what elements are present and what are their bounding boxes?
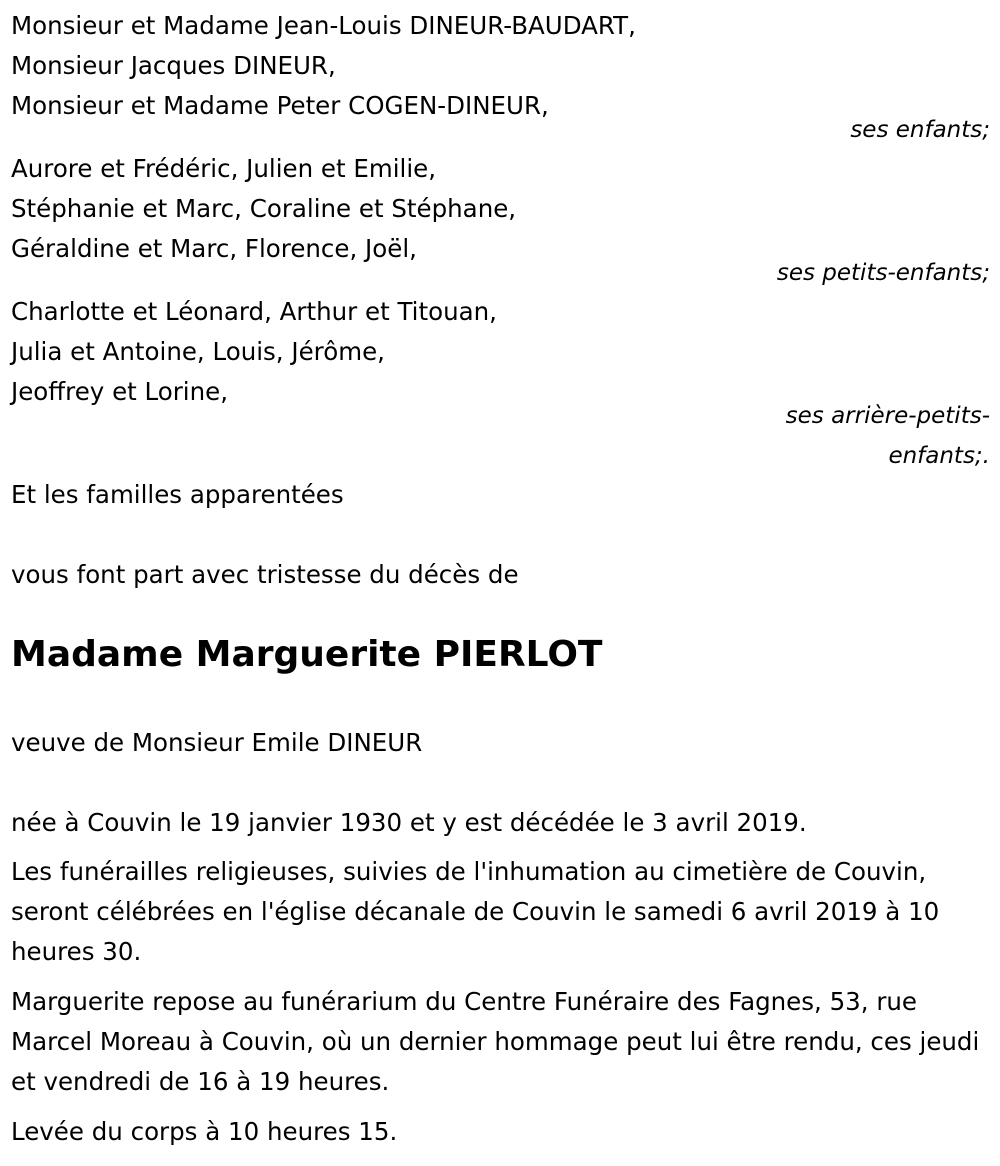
announcement-text: vous font part avec tristesse du décès de [11, 560, 519, 589]
children-role: ses enfants; [850, 117, 990, 143]
widow-of: veuve de Monsieur Emile DINEUR [11, 728, 423, 757]
funeral-paragraph: Les funérailles religieuses, suivies de l'inhumation au cimetière de Couvin, seront célébrées en l'église décanale de Couvin le samedi 6 avril 2019 à 10 heures 30. [11, 857, 940, 966]
great-grandchildren-line-3: Jeoffrey et Lorine, [11, 377, 229, 406]
grandchildren-section [11, 149, 990, 269]
great-grandchildren-role-line-2: enfants;. [888, 443, 990, 469]
great-grandchildren-line-2: Julia et Antoine, Louis, Jérôme, [11, 337, 385, 366]
procession-paragraph: Levée du corps à 10 heures 15. [11, 1117, 398, 1146]
grandchildren-line-1: Aurore et Frédéric, Julien et Emilie, [11, 154, 436, 183]
great-grandchildren-section [11, 292, 990, 412]
grandchildren-role: ses petits-enfants; [776, 260, 990, 286]
children-line-3: Monsieur et Madame Peter COGEN-DINEUR, [11, 91, 549, 120]
children-line-2: Monsieur Jacques DINEUR, [11, 51, 336, 80]
visitation-paragraph: Marguerite repose au funérarium du Centre Funéraire des Fagnes, 53, rue Marcel Moreau à Couvin, où un dernier hommage peut lui être rendu, ces jeudi et vendredi de 16 à 19 heures. [11, 987, 980, 1096]
obituary-notice [11, 0, 990, 1166]
great-grandchildren-role-line-1: ses arrière-petits- [785, 403, 990, 429]
great-grandchildren-line-1: Charlotte et Léonard, Arthur et Titouan, [11, 297, 497, 326]
birth-death-paragraph: née à Couvin le 19 janvier 1930 et y est décédée le 3 avril 2019. [11, 808, 807, 837]
children-line-1: Monsieur et Madame Jean-Louis DINEUR-BAUDART, [11, 11, 636, 40]
children-section [11, 6, 990, 126]
related-families: Et les familles apparentées [11, 480, 344, 509]
deceased-name: Madame Marguerite PIERLOT [11, 634, 603, 675]
grandchildren-line-3: Géraldine et Marc, Florence, Joël, [11, 234, 417, 263]
grandchildren-line-2: Stéphanie et Marc, Coraline et Stéphane, [11, 194, 517, 223]
